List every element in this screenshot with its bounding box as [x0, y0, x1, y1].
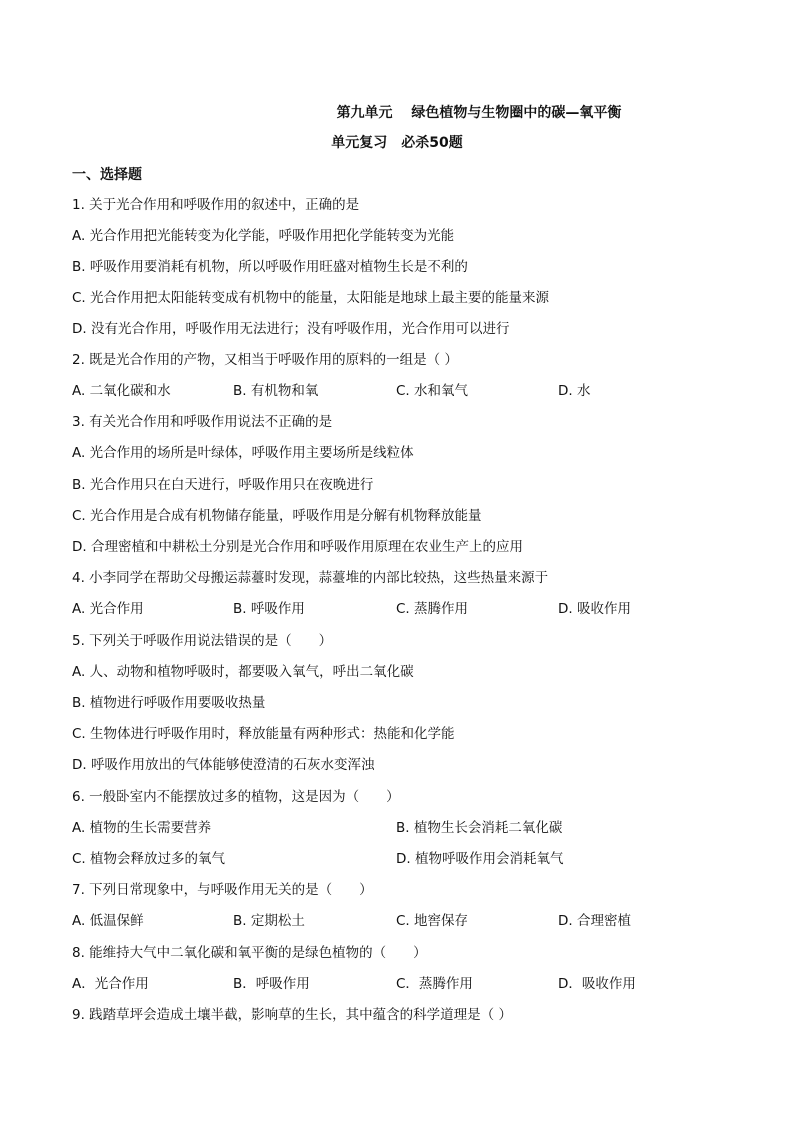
question-1-option-a: A. 光合作用把光能转变为化学能，呼吸作用把化学能转变为光能 — [72, 228, 455, 244]
question-4-option-a: A. 光合作用 — [72, 601, 144, 617]
question-5-option-b: B. 植物进行呼吸作用要吸收热量 — [72, 695, 266, 711]
question-1-option-c: C. 光合作用把太阳能转变成有机物中的能量，太阳能是地球上最主要的能量来源 — [72, 290, 550, 306]
question-5-option-c: C. 生物体进行呼吸作用时，释放能量有两种形式：热能和化学能 — [72, 726, 455, 742]
question-2-option-c: C. 水和氧气 — [396, 383, 469, 399]
question-2-option-d: D. 水 — [558, 383, 591, 399]
question-3-option-b: B. 光合作用只在白天进行，呼吸作用只在夜晚进行 — [72, 477, 374, 493]
question-6-option-b: B. 植物生长会消耗二氧化碳 — [396, 820, 563, 836]
question-8-option-d: D．吸收作用 — [558, 976, 636, 992]
question-5-option-d: D. 呼吸作用放出的气体能够使澄清的石灰水变浑浊 — [72, 757, 375, 773]
question-7-option-a: A. 低温保鲜 — [72, 913, 144, 929]
question-4-option-c: C. 蒸腾作用 — [396, 601, 469, 617]
page-title: 第九单元 绿色植物与生物圈中的碳—氧平衡 — [336, 105, 622, 121]
question-2-option-b: B. 有机物和氧 — [233, 383, 319, 399]
question-6-option-d: D. 植物呼吸作用会消耗氧气 — [396, 851, 564, 867]
question-6-stem: 6. 一般卧室内不能摆放过多的植物，这是因为（ ） — [72, 789, 400, 805]
page-subtitle: 单元复习 必杀50题 — [331, 135, 463, 151]
question-3-option-a: A. 光合作用的场所是叶绿体，呼吸作用主要场所是线粒体 — [72, 445, 414, 461]
question-4-stem: 4. 小李同学在帮助父母搬运蒜薹时发现，蒜薹堆的内部比较热，这些热量来源于 — [72, 570, 549, 586]
question-8-option-b: B．呼吸作用 — [233, 976, 310, 992]
question-4-option-d: D. 吸收作用 — [558, 601, 631, 617]
question-6-option-a: A. 植物的生长需要营养 — [72, 820, 212, 836]
question-8-option-a: A．光合作用 — [72, 976, 149, 992]
question-7-option-d: D. 合理密植 — [558, 913, 631, 929]
question-8-stem: 8. 能维持大气中二氧化碳和氧平衡的是绿色植物的（ ） — [72, 945, 427, 961]
question-1-option-d: D. 没有光合作用，呼吸作用无法进行；没有呼吸作用，光合作用可以进行 — [72, 321, 510, 337]
question-1-option-b: B. 呼吸作用要消耗有机物，所以呼吸作用旺盛对植物生长是不利的 — [72, 259, 468, 275]
question-3-option-c: C. 光合作用是合成有机物储存能量，呼吸作用是分解有机物释放能量 — [72, 508, 482, 524]
question-9-stem: 9. 践踏草坪会造成土壤半截，影响草的生长，其中蕴含的科学道理是（ ） — [72, 1007, 512, 1023]
question-3-stem: 3. 有关光合作用和呼吸作用说法不正确的是 — [72, 414, 333, 430]
section-heading: 一、选择题 — [72, 167, 142, 183]
question-8-option-c: C．蒸腾作用 — [396, 976, 473, 992]
question-7-option-b: B. 定期松土 — [233, 913, 305, 929]
question-4-option-b: B. 呼吸作用 — [233, 601, 305, 617]
question-5-stem: 5. 下列关于呼吸作用说法错误的是（ ） — [72, 633, 333, 649]
question-1-stem: 1. 关于光合作用和呼吸作用的叙述中，正确的是 — [72, 197, 360, 213]
question-2-stem: 2. 既是光合作用的产物，又相当于呼吸作用的原料的一组是（ ） — [72, 352, 458, 368]
question-2-option-a: A. 二氧化碳和水 — [72, 383, 171, 399]
question-3-option-d: D. 合理密植和中耕松土分别是光合作用和呼吸作用原理在农业生产上的应用 — [72, 539, 523, 555]
question-5-option-a: A. 人、动物和植物呼吸时，都要吸入氧气，呼出二氧化碳 — [72, 664, 414, 680]
question-7-option-c: C. 地窖保存 — [396, 913, 469, 929]
question-6-option-c: C. 植物会释放过多的氧气 — [72, 851, 226, 867]
question-7-stem: 7. 下列日常现象中，与呼吸作用无关的是（ ） — [72, 882, 373, 898]
